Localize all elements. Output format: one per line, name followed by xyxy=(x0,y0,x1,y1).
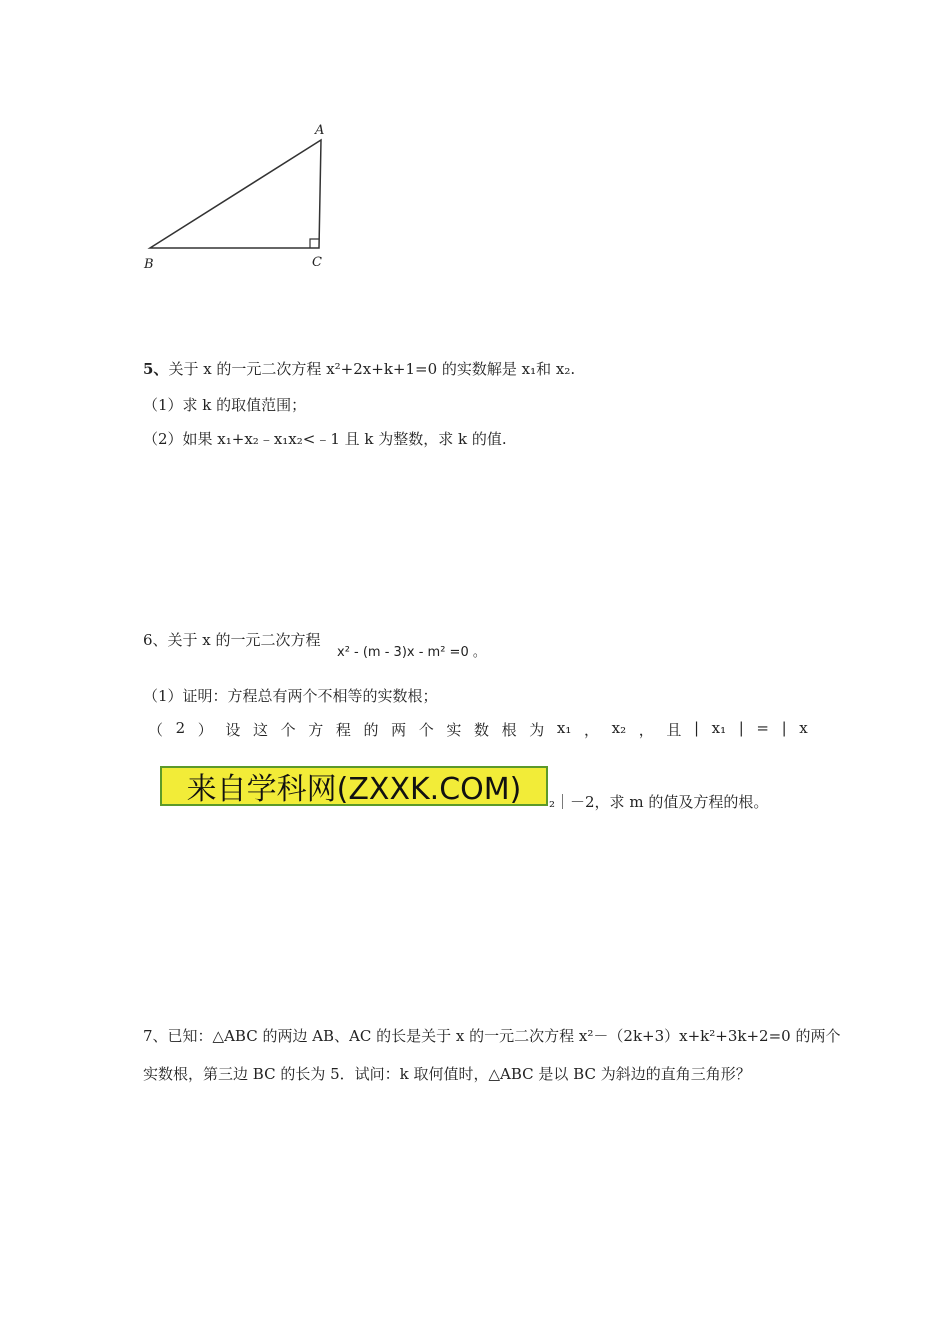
q6-part2-token: （ xyxy=(148,721,164,739)
q6-part2-token: 实 xyxy=(446,721,462,739)
q5-stem: 关于 x 的一元二次方程 x²+2x+k+1=0 的实数解是 x₁和 x₂. xyxy=(168,360,576,378)
q6-part2-token: | xyxy=(738,719,744,737)
q7-line2: 实数根，第三边 BC 的长为 5．试问：k 取何值时，△ABC 是以 BC 为斜边的直角三角形？ xyxy=(143,1065,751,1083)
q6-part2-token: ， xyxy=(638,721,654,739)
q6-part1: （1）证明：方程总有两个不相等的实数根； xyxy=(143,687,438,705)
q5-part1: （1）求 k 的取值范围； xyxy=(143,396,307,414)
q6-part2-token: 这 xyxy=(253,721,269,739)
q5-number: 5、 xyxy=(143,360,169,378)
q6-part2-token: 两 xyxy=(391,721,407,739)
vertex-label-b: B xyxy=(144,257,154,272)
q6-part2-token: | xyxy=(693,719,700,737)
q6-part2-tail: ₂｜－2，求 m 的值及方程的根。 xyxy=(549,793,769,811)
q6-part2-token: = xyxy=(756,719,769,737)
q7-line1: 7、已知：△ABC 的两边 AB、AC 的长是关于 x 的一元二次方程 x²－（2k+3）x+k²+3k+2=0 的两个 xyxy=(143,1027,841,1045)
q6-equation: x² - (m - 3)x - m² =0 。 xyxy=(337,645,486,660)
q6-part2-token: x xyxy=(799,719,808,737)
q6-part2-token: 个 xyxy=(280,721,296,739)
q6-part2-token: 根 xyxy=(501,721,517,739)
q6-part2-token: ） xyxy=(197,721,213,739)
q6-part2-token: x₁ xyxy=(711,719,727,737)
q6-part2-token: 个 xyxy=(418,721,434,739)
q6-part2-token: 2 xyxy=(175,719,186,737)
right-triangle-diagram xyxy=(138,118,338,278)
q6-part2-token: 方 xyxy=(308,721,324,739)
q6-part2-token: ， xyxy=(584,721,600,739)
vertex-label-a: A xyxy=(315,123,325,138)
q5-part2: （2）如果 x₁+x₂﹣x₁x₂<﹣1 且 k 为整数，求 k 的值. xyxy=(143,430,507,448)
q6-stem xyxy=(143,629,321,650)
vertex-label-c: C xyxy=(312,255,322,270)
q6-stem-prefix: 6、关于 x 的一元二次方程 xyxy=(143,631,321,649)
triangle-figure xyxy=(138,118,338,278)
right-angle-mark xyxy=(310,239,319,248)
watermark-banner: 来自学科网(ZXXK.COM) xyxy=(160,766,548,806)
q6-part2-token: 数 xyxy=(474,721,490,739)
q5-stem-line xyxy=(143,358,575,379)
q6-part2-token: 且 xyxy=(666,721,682,739)
q6-part2-token: 的 xyxy=(363,721,379,739)
q6-part2-token: 设 xyxy=(225,721,241,739)
triangle-abc xyxy=(150,140,321,248)
q6-part2-token: | xyxy=(781,719,787,737)
q6-part2-token: 程 xyxy=(335,721,351,739)
q6-part2-token: x₁ xyxy=(556,719,572,737)
q6-part2-token: 为 xyxy=(529,721,545,739)
q6-part2-token: x₂ xyxy=(611,719,627,737)
q6-part2-line xyxy=(148,719,808,740)
